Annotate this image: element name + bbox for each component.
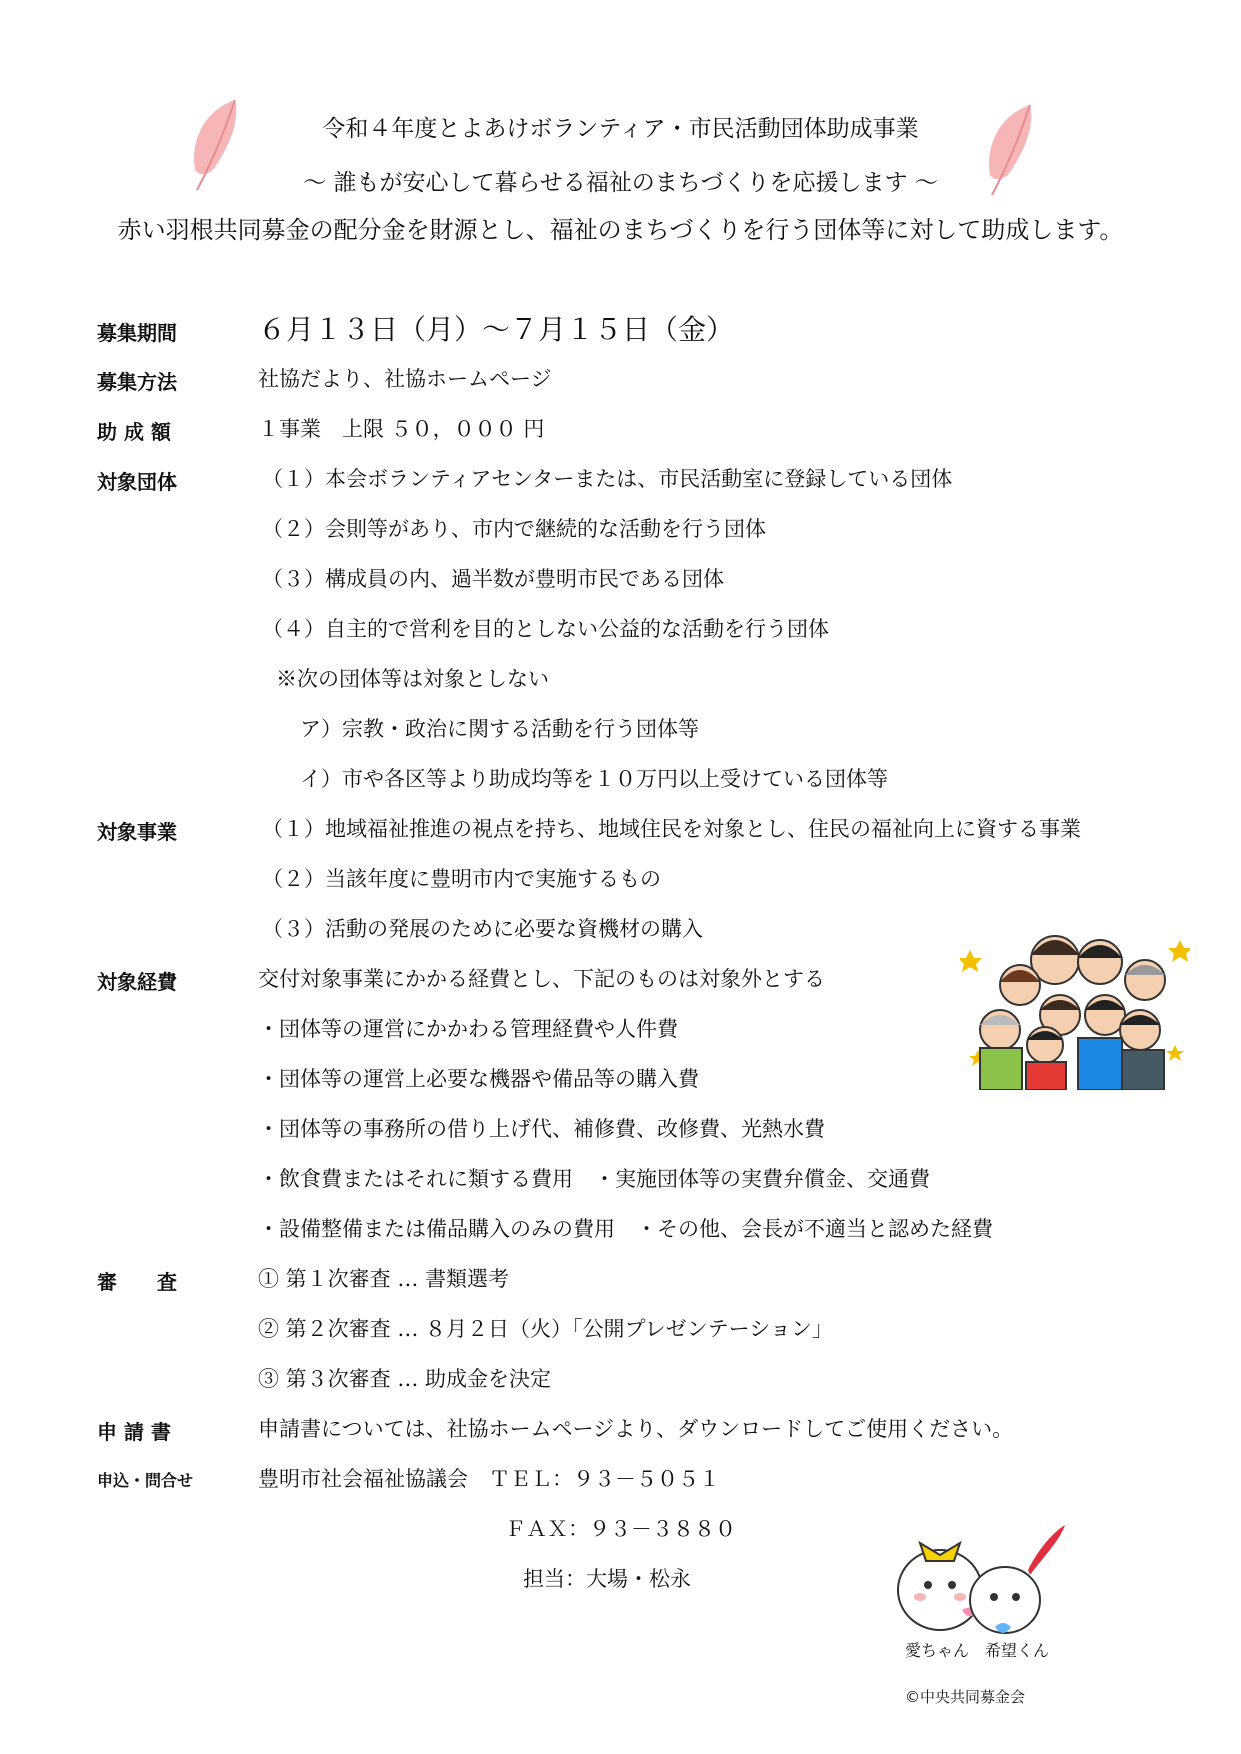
target-project-item: （１）地域福祉推進の視点を持ち、地域住民を対象とし、住民の福祉向上に資する事業	[262, 817, 1081, 841]
target-group-item: （４）自主的で営利を目的としない公益的な活動を行う団体	[262, 617, 829, 641]
page-subtitle: ～ 誰もが安心して暮らせる福祉のまちづくりを応援します ～	[303, 170, 938, 196]
review-step: ③ 第３次審査 … 助成金を決定	[258, 1367, 552, 1391]
target-project-item: （２）当該年度に豊明市内で実施するもの	[262, 867, 661, 891]
method-value: 社協だより、社協ホームページ	[258, 367, 552, 391]
contact-fax: ＦＡＸ：９３－３８８０	[505, 1517, 736, 1541]
target-projects-label: 対象事業	[97, 820, 177, 844]
mascot-names: 愛ちゃん 希望くん	[905, 1641, 1050, 1660]
period-value: ６月１３日（月）～７月１５日（金）	[258, 313, 735, 346]
mascot-illustration	[870, 1515, 1070, 1645]
mascot-credit: ©中央共同募金会	[905, 1688, 1026, 1706]
target-groups-label: 対象団体	[97, 470, 177, 494]
exclusion-item: ア）宗教・政治に関する活動を行う団体等	[300, 717, 699, 741]
review-step: ① 第１次審査 … 書類選考	[258, 1267, 510, 1291]
amount-label: 助 成 額	[97, 420, 171, 444]
target-group-item: （１）本会ボランティアセンターまたは、市民活動室に登録している団体	[262, 467, 953, 491]
contact-org-tel: 豊明市社会福祉協議会 ＴＥＬ：９３－５０５１	[258, 1467, 720, 1491]
contact-staff: 担当：大場・松永	[523, 1567, 691, 1591]
people-cheering-illustration	[960, 920, 1190, 1090]
expense-item: ・設備整備または備品購入のみの費用 ・その他、会長が不適当と認めた経費	[258, 1217, 993, 1241]
expense-item: ・団体等の事務所の借り上げ代、補修費、改修費、光熱水費	[258, 1117, 825, 1141]
expense-item: ・飲食費またはそれに類する費用 ・実施団体等の実費弁償金、交通費	[258, 1167, 930, 1191]
expense-item: ・団体等の運営にかかわる管理経費や人件費	[258, 1017, 678, 1041]
target-group-item: （２）会則等があり、市内で継続的な活動を行う団体	[262, 517, 766, 541]
method-label: 募集方法	[97, 370, 177, 394]
exclusion-item: イ）市や各区等より助成均等を１０万円以上受けている団体等	[300, 767, 888, 791]
review-label: 審 査	[97, 1270, 177, 1294]
intro-text: 赤い羽根共同募金の配分金を財源とし、福祉のまちづくりを行う団体等に対して助成します。	[117, 216, 1124, 244]
target-expenses-label: 対象経費	[97, 970, 177, 994]
application-label: 申 請 書	[97, 1420, 171, 1444]
exclusion-note: ※次の団体等は対象としない	[276, 667, 549, 691]
page-title: 令和４年度とよあけボランティア・市民活動団体助成事業	[322, 116, 919, 142]
target-expenses-intro: 交付対象事業にかかる経費とし、下記のものは対象外とする	[258, 967, 825, 991]
period-label: 募集期間	[97, 321, 177, 345]
amount-value: １事業 上限 ５０，０００ 円	[258, 417, 545, 441]
contact-label: 申込・問合せ	[97, 1471, 194, 1490]
expense-item: ・団体等の運営上必要な機器や備品等の購入費	[258, 1067, 699, 1091]
target-group-item: （３）構成員の内、過半数が豊明市民である団体	[262, 567, 724, 591]
application-value: 申請書については、社協ホームページより、ダウンロードしてご使用ください。	[258, 1417, 1014, 1441]
review-step: ② 第２次審査 … ８月２日（火）「公開プレゼンテーション」	[258, 1317, 833, 1341]
target-project-item: （３）活動の発展のために必要な資機材の購入	[262, 917, 703, 941]
